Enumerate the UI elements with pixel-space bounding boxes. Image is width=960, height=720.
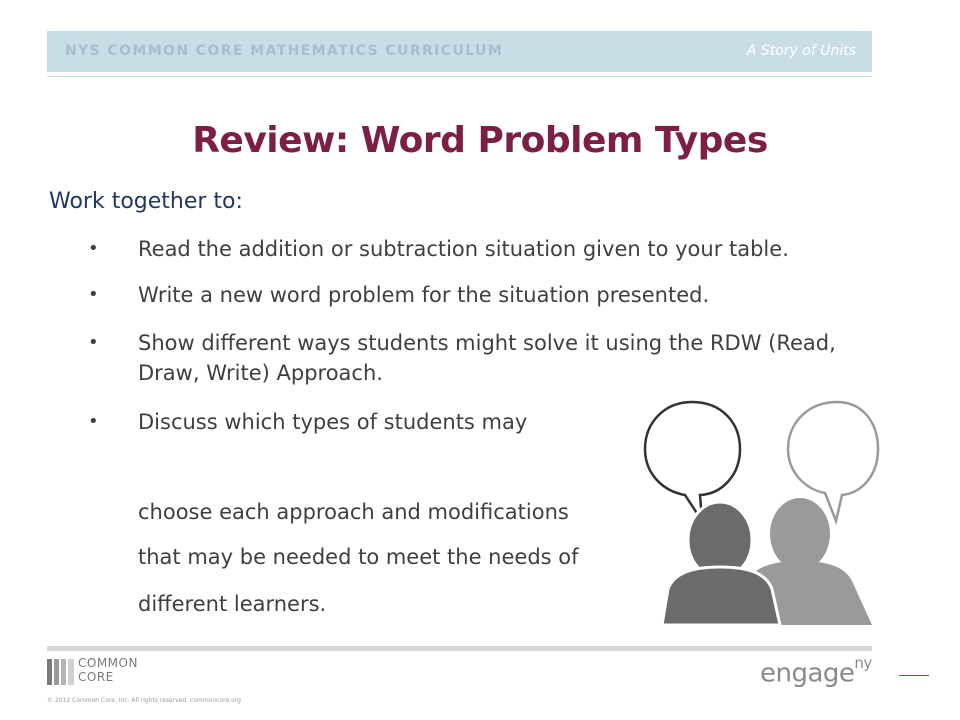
logo-line-2: CORE bbox=[78, 670, 114, 684]
accent-line bbox=[899, 675, 929, 676]
continuation-line: choose each approach and modifications bbox=[138, 500, 569, 524]
bullet-glyph: • bbox=[88, 332, 99, 353]
bullet-glyph: • bbox=[88, 238, 99, 259]
bullet-item bbox=[88, 328, 888, 388]
two-people-speech-bubbles-icon bbox=[640, 397, 880, 627]
continuation-line: different learners. bbox=[138, 592, 327, 616]
engageny-logo bbox=[760, 654, 872, 689]
header-divider bbox=[47, 76, 872, 77]
continuation-line: that may be needed to meet the needs of bbox=[138, 545, 579, 569]
bullet-text: Discuss which types of students may bbox=[138, 410, 528, 434]
bullet-text: Write a new word problem for the situation presented. bbox=[138, 283, 710, 307]
bullet-glyph: • bbox=[88, 411, 99, 432]
engage-superscript: ny bbox=[854, 654, 872, 672]
engage-text: engage bbox=[760, 658, 855, 689]
person-front-icon bbox=[662, 502, 780, 625]
bullet-glyph: • bbox=[88, 284, 99, 305]
common-core-logo-icon bbox=[47, 659, 75, 685]
bullet-text: Show different ways students might solve it using the RDW (Read, Draw, Write) Approach. bbox=[138, 331, 836, 385]
common-core-logo-text bbox=[78, 656, 138, 684]
intro-text: Work together to: bbox=[49, 189, 243, 214]
bullet-text: Read the addition or subtraction situation given to your table. bbox=[138, 237, 789, 261]
bullet-item bbox=[88, 234, 888, 264]
footer-divider bbox=[47, 646, 872, 651]
bullet-item bbox=[88, 280, 888, 310]
logo-line-1: COMMON bbox=[78, 656, 138, 670]
curriculum-header: NYS COMMON CORE MATHEMATICS CURRICULUM bbox=[65, 43, 504, 59]
slide-title: Review: Word Problem Types bbox=[192, 120, 768, 161]
copyright-notice: © 2012 Common Core, Inc. All rights reserved. commoncore.org bbox=[47, 697, 241, 704]
tagline: A Story of Units bbox=[746, 43, 856, 59]
